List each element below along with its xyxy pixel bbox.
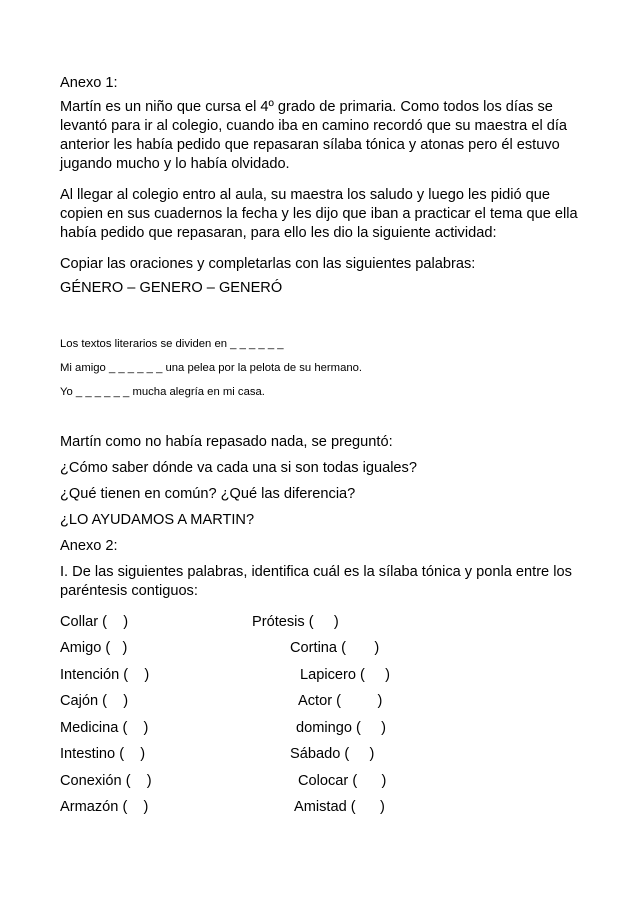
word-left: Collar ( ) (60, 614, 129, 630)
word-right: domingo ( ) (296, 720, 387, 736)
anexo2-heading: Anexo 2: (60, 538, 118, 554)
word-right: Colocar ( ) (298, 773, 387, 789)
word-row (0, 692, 638, 712)
word-right: Actor ( ) (298, 693, 383, 709)
word-row (0, 719, 638, 739)
word-left: Medicina ( ) (60, 720, 149, 736)
word-row (0, 666, 638, 686)
word-right: Lapicero ( ) (300, 667, 391, 683)
word-row (0, 639, 638, 659)
word-left: Intención ( ) (60, 667, 150, 683)
word-row (0, 613, 638, 633)
word-right: Amistad ( ) (294, 799, 385, 815)
anexo2-instruction: I. De las siguientes palabras, identifica cuál es la sílaba tónica y ponla entre los paréntesis contiguos: (60, 564, 572, 599)
word-left: Cajón ( ) (60, 693, 129, 709)
word-row (0, 772, 638, 792)
question-3: ¿LO AYUDAMOS A MARTIN? (60, 512, 255, 528)
word-row (0, 745, 638, 765)
word-left: Armazón ( ) (60, 799, 149, 815)
sentence-1: Los textos literarios se dividen en _ _ _ _ _ _ (60, 338, 284, 350)
question-intro: Martín como no había repasado nada, se preguntó: (60, 434, 393, 450)
word-right: Sábado ( ) (290, 746, 375, 762)
word-left: Conexión ( ) (60, 773, 152, 789)
anexo1-heading: Anexo 1: (60, 75, 118, 91)
word-left: Amigo ( ) (60, 640, 128, 656)
word-left: Intestino ( ) (60, 746, 146, 762)
paragraph-1: Martín es un niño que cursa el 4º grado de primaria. Como todos los días se levantó para ir al colegio, cuando iba en camino recordó que su maestra el día anterior les había pedido que repasaran sílaba tónica y atonas pero él estuvo jugando mucho y lo había olvidado. (60, 99, 568, 172)
question-2: ¿Qué tienen en común? ¿Qué las diferencia? (60, 486, 356, 502)
paragraph-2: Al llegar al colegio entro al aula, su maestra los saludo y luego les pidió que copien en sus cuadernos la fecha y les dijo que iban a practicar el tema que ella había pedido que repasaran, para ello les dio la siguiente actividad: (60, 187, 578, 241)
sentence-3: Yo _ _ _ _ _ _ mucha alegría en mi casa. (60, 386, 265, 398)
question-1: ¿Cómo saber dónde va cada una si son todas iguales? (60, 460, 417, 476)
word-right: Cortina ( ) (290, 640, 380, 656)
word-right: Prótesis ( ) (252, 614, 339, 630)
sentence-2: Mi amigo _ _ _ _ _ _ una pelea por la pelota de su hermano. (60, 362, 363, 374)
word-row (0, 798, 638, 818)
word-options: GÉNERO – GENERO – GENERÓ (60, 280, 283, 296)
instruction-text: Copiar las oraciones y completarlas con las siguientes palabras: (60, 256, 476, 272)
